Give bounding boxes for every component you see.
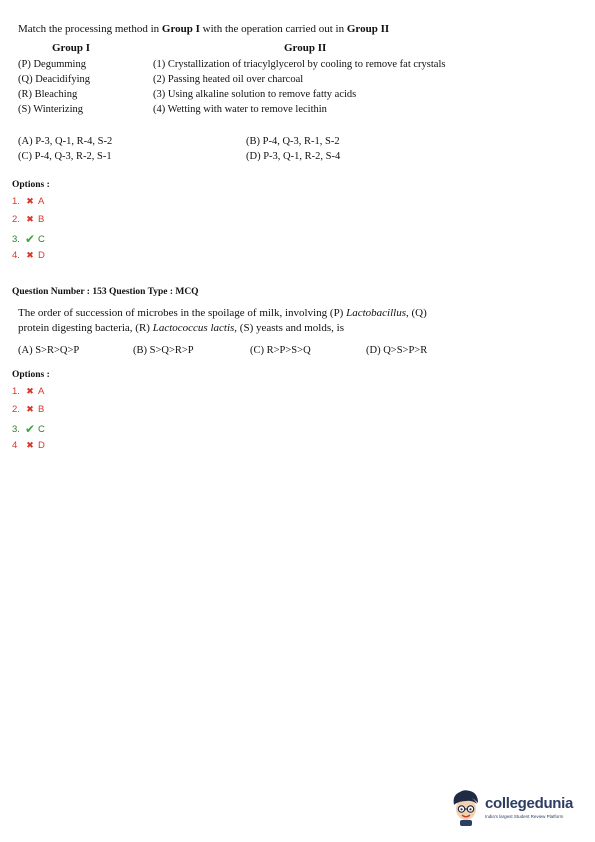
answer-choice-b: (B) P-4, Q-3, R-1, S-2 bbox=[246, 136, 340, 147]
group-2-item: (3) Using alkaline solution to remove fatty acids bbox=[153, 89, 357, 100]
prompt-text: , (Q) bbox=[406, 307, 427, 319]
answer-choice-c: (C) P-4, Q-3, R-2, S-1 bbox=[18, 151, 112, 162]
option-number: 2. bbox=[12, 404, 20, 415]
option-row[interactable] bbox=[12, 440, 45, 451]
group-2-list bbox=[153, 57, 445, 117]
option-row[interactable] bbox=[12, 196, 44, 207]
prompt-text: Match the processing method in bbox=[18, 23, 162, 35]
question-2-line-2 bbox=[18, 321, 344, 336]
options-heading: Options : bbox=[12, 180, 50, 190]
option-row[interactable] bbox=[12, 386, 44, 397]
answer-choice-b: (B) S>Q>R>P bbox=[133, 345, 194, 356]
cross-icon: ✖ bbox=[26, 250, 34, 260]
group-1-item: (S) Winterizing bbox=[18, 104, 83, 115]
option-letter: D bbox=[38, 250, 45, 261]
option-letter: A bbox=[38, 196, 45, 207]
cross-icon: ✖ bbox=[26, 440, 34, 450]
group-1-item: (P) Degumming bbox=[18, 59, 86, 70]
prompt-italic: Lactobacillus bbox=[346, 307, 406, 319]
answer-choice-d: (D) P-3, Q-1, R-2, S-4 bbox=[246, 151, 341, 162]
answer-choice-a: (A) P-3, Q-1, R-4, S-2 bbox=[18, 136, 113, 147]
option-letter: B bbox=[38, 214, 45, 225]
option-number: 3. bbox=[12, 423, 20, 435]
option-row[interactable] bbox=[12, 422, 45, 436]
group-2-heading: Group II bbox=[284, 42, 327, 54]
option-letter: C bbox=[38, 233, 45, 245]
prompt-bold: Group II bbox=[346, 23, 390, 35]
answer-choice-d: (D) Q>S>P>R bbox=[366, 345, 428, 356]
option-row[interactable] bbox=[12, 404, 44, 415]
group-2-item: (4) Wetting with water to remove lecithin bbox=[153, 104, 327, 115]
prompt-text: The order of succession of microbes in the spoilage of milk, involving (P) bbox=[18, 307, 347, 319]
group-2-item: (1) Crystallization of triacylglycerol by cooling to remove fat crystals bbox=[153, 59, 446, 70]
logo-tagline: India's largest Student Review Platform bbox=[485, 814, 564, 819]
option-letter: D bbox=[38, 440, 45, 451]
option-number: 1. bbox=[12, 386, 20, 397]
option-letter: B bbox=[38, 404, 45, 415]
collegedunia-logo bbox=[450, 785, 585, 830]
cross-icon: ✖ bbox=[26, 386, 34, 396]
prompt-text: with the operation carried out in bbox=[199, 23, 347, 35]
prompt-bold: Group I bbox=[161, 23, 200, 35]
check-icon: ✔ bbox=[24, 422, 36, 436]
group-1-item: (Q) Deacidifying bbox=[18, 74, 91, 85]
group-1-list bbox=[18, 57, 90, 117]
check-icon: ✔ bbox=[24, 232, 36, 246]
logo-text bbox=[485, 796, 573, 819]
option-number: 3. bbox=[12, 233, 20, 245]
cross-icon: ✖ bbox=[26, 404, 34, 414]
option-number: 1. bbox=[12, 196, 20, 207]
option-row[interactable] bbox=[12, 214, 44, 225]
option-number: 4 bbox=[12, 440, 18, 451]
answer-choice-c: (C) R>P>S>Q bbox=[250, 345, 311, 356]
group-1-heading: Group I bbox=[52, 42, 91, 54]
mascot-icon bbox=[450, 789, 482, 827]
prompt-text: , (S) yeasts and molds, is bbox=[234, 322, 344, 334]
prompt-italic: Lactococcus lactis bbox=[152, 322, 235, 334]
group-1-item: (R) Bleaching bbox=[18, 89, 78, 100]
answer-choice-a: (A) S>R>Q>P bbox=[18, 345, 80, 356]
logo-title: collegedunia bbox=[485, 795, 574, 812]
prompt-text: protein digesting bacteria, (R) bbox=[18, 322, 153, 334]
option-letter: A bbox=[38, 386, 45, 397]
group-2-item: (2) Passing heated oil over charcoal bbox=[153, 74, 304, 85]
option-number: 4. bbox=[12, 250, 20, 261]
question-2-line-1 bbox=[18, 306, 427, 321]
option-letter: C bbox=[38, 423, 45, 435]
option-row[interactable] bbox=[12, 250, 45, 261]
option-number: 2. bbox=[12, 214, 20, 225]
options-heading: Options : bbox=[12, 370, 50, 380]
question-meta: Question Number : 153 Question Type : MCQ bbox=[12, 287, 199, 297]
question-1-prompt bbox=[18, 22, 389, 37]
option-row[interactable] bbox=[12, 232, 45, 246]
cross-icon: ✖ bbox=[26, 214, 34, 224]
cross-icon: ✖ bbox=[26, 196, 34, 206]
